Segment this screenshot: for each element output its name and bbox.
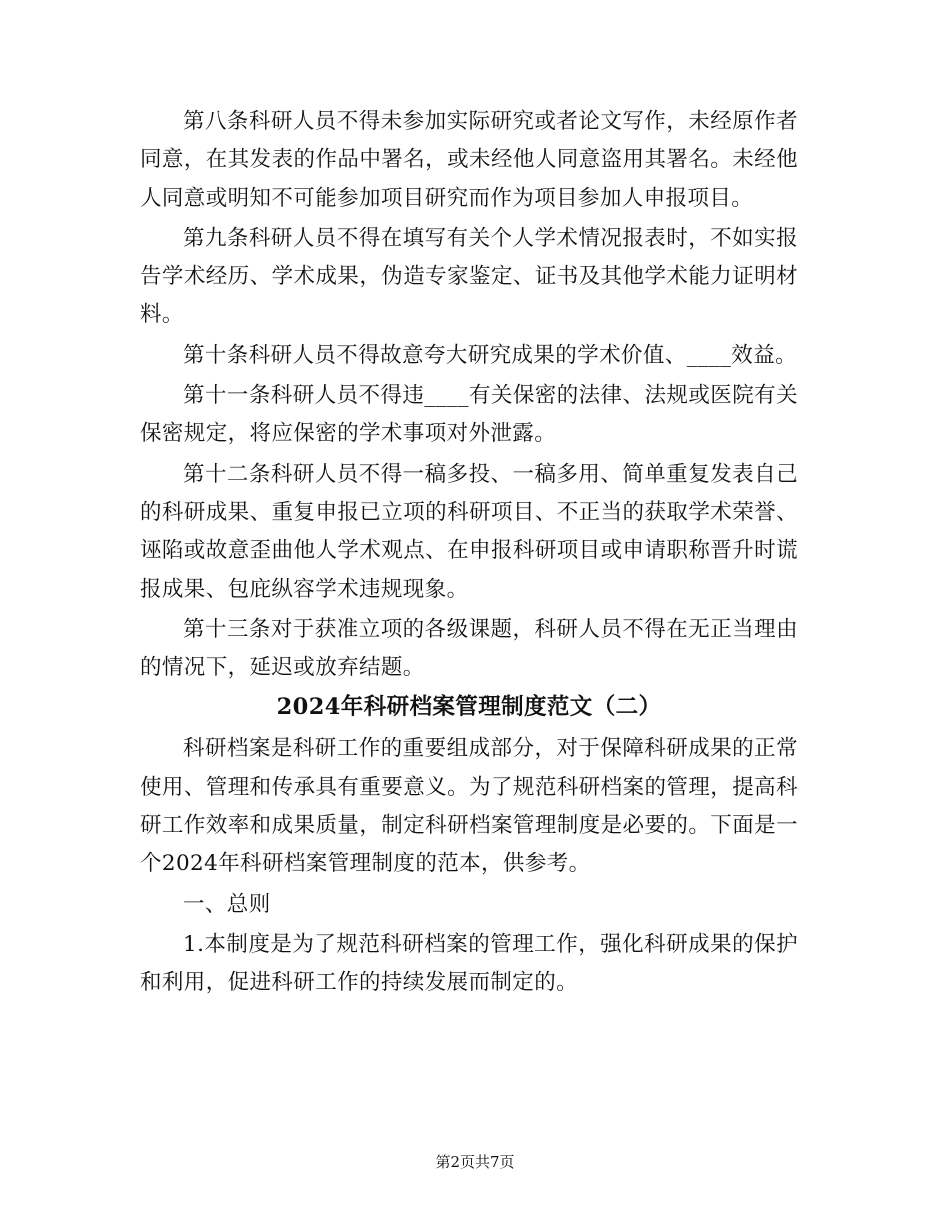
article-11-paragraph: 第十一条科研人员不得违____有关保密的法律、法规或医院有关保密规定，将应保密的学术事项对外泄露。 <box>140 383 798 447</box>
clause-1-paragraph: 1.本制度是为了规范科研档案的管理工作，强化科研成果的保护和利用，促进科研工作的持续发展而制定的。 <box>140 931 798 996</box>
article-8-paragraph: 第八条科研人员不得未参加实际研究或者论文写作，未经原作者同意，在其发表的作品中署名，或未经他人同意盗用其署名。未经他人同意或明知不可能参加项目研究而作为项目参加人申报项目。 <box>140 109 798 211</box>
article-12-paragraph: 第十二条科研人员不得一稿多投、一稿多用、简单重复发表自己的科研成果、重复申报已立项的科研项目、不正当的获取学术荣誉、诬陷或故意歪曲他人学术观点、在申报科研项目或申请职称晋升时谎报成果、包庇纵容学术违规现象。 <box>140 461 798 602</box>
section-title: 2024年科研档案管理制度范文（二） <box>276 694 662 721</box>
page-number: 第2页共7页 <box>435 1153 515 1171</box>
document-body <box>140 103 798 1005</box>
article-9-paragraph: 第九条科研人员不得在填写有关个人学术情况报表时，不如实报告学术经历、学术成果，伪造专家鉴定、证书及其他学术能力证明材料。 <box>140 225 798 328</box>
article-10-paragraph: 第十条科研人员不得故意夸大研究成果的学术价值、____效益。 <box>183 342 798 368</box>
article-13-paragraph: 第十三条对于获准立项的各级课题，科研人员不得在无正当理由的情况下，延迟或放弃结题。 <box>140 616 798 681</box>
general-principles-heading: 一、总则 <box>183 891 271 917</box>
intro-paragraph: 科研档案是科研工作的重要组成部分，对于保障科研成果的正常使用、管理和传承具有重要意义。为了规范科研档案的管理，提高科研工作效率和成果质量，制定科研档案管理制度是必要的。下面是一个2024年科研档案管理制度的范本，供参考。 <box>140 736 798 877</box>
